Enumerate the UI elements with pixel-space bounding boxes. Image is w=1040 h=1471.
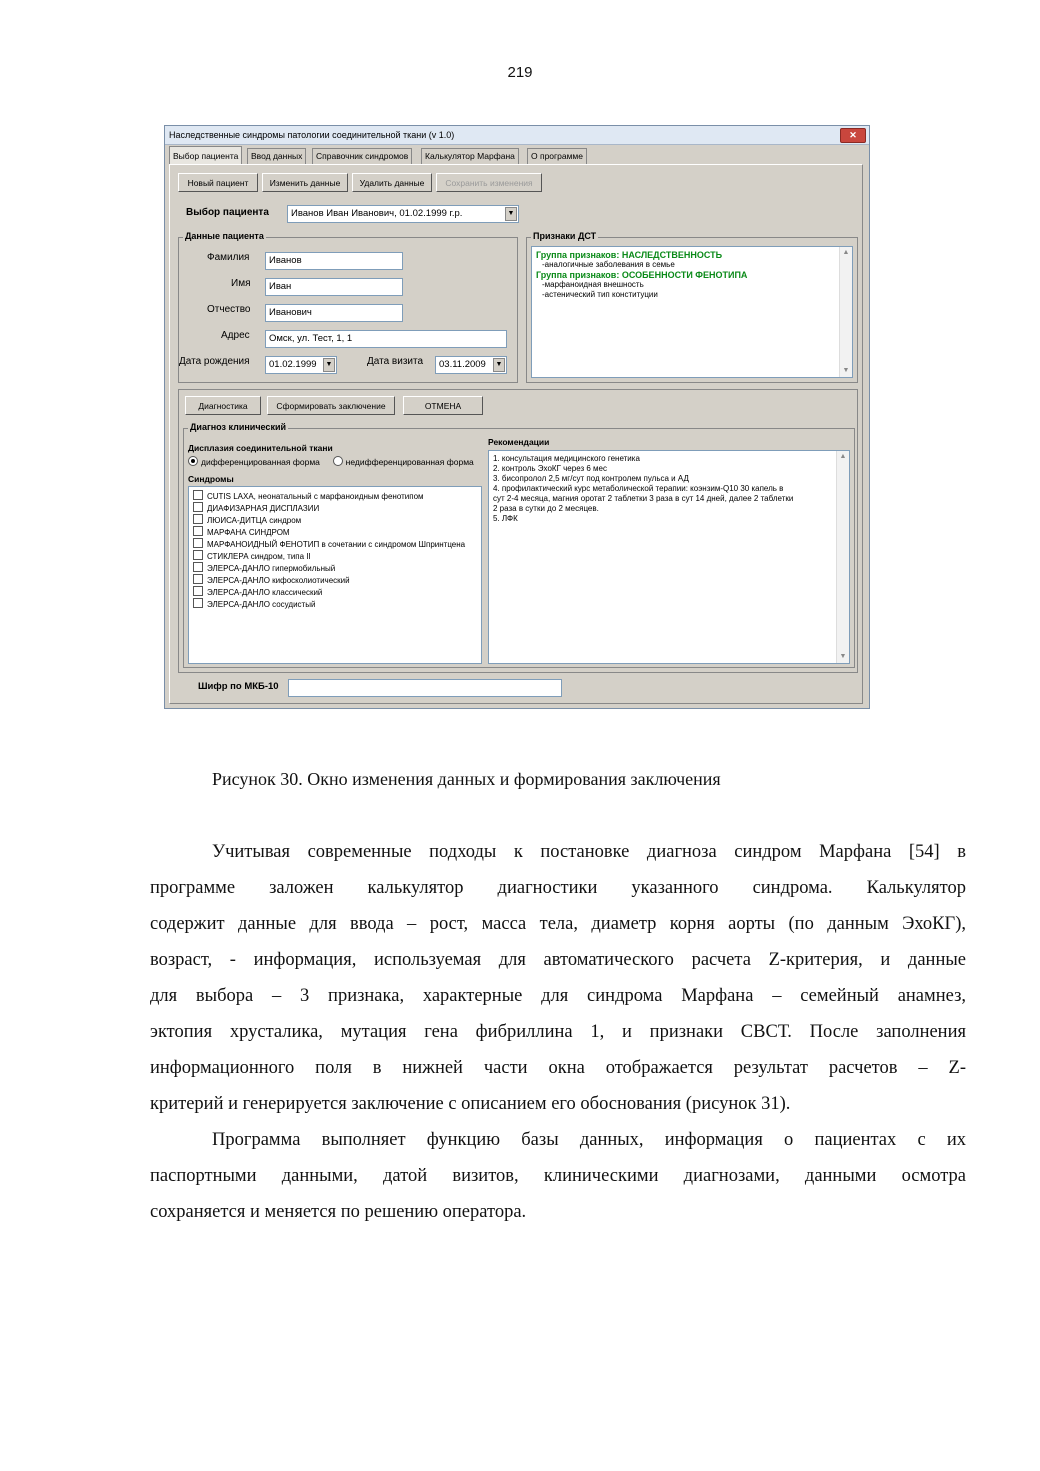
recommendation-line: 4. профилактический курс метаболической терапии: коэнзим-Q10 30 капель в bbox=[493, 484, 784, 493]
edit-data-button[interactable]: Изменить данные bbox=[262, 173, 348, 192]
app-window-screenshot bbox=[164, 125, 870, 709]
paragraph-1 bbox=[150, 834, 966, 1122]
recommendation-line: 5. ЛФК bbox=[493, 514, 518, 523]
syndrome-checkbox[interactable] bbox=[193, 562, 203, 572]
text-line: для выбора – 3 признака, характерные для синдрома Марфана – семейный анамнез, bbox=[150, 986, 966, 1006]
icd-field[interactable] bbox=[288, 679, 562, 697]
syndrome-checkbox[interactable] bbox=[193, 502, 203, 512]
text-line: эктопия хрусталика, мутация гена фибриллина 1, и признаки СВСТ. После заполнения bbox=[150, 1022, 966, 1042]
tab-patient-select[interactable]: Выбор пациента bbox=[169, 146, 242, 165]
syndrome-label: МАРФАНОИДНЫЙ ФЕНОТИП в сочетании с синдромом Шпринтцена bbox=[207, 540, 466, 549]
birth-date-picker[interactable] bbox=[265, 356, 337, 374]
syndrome-item[interactable] bbox=[189, 574, 481, 586]
make-conclusion-button[interactable]: Сформировать заключение bbox=[267, 396, 395, 415]
save-changes-button[interactable]: Сохранить изменения bbox=[436, 173, 542, 192]
visit-date-label: Дата визита bbox=[367, 356, 424, 367]
text-line: паспортными данными, датой визитов, клиническими диагнозами, данными осмотра bbox=[150, 1166, 966, 1186]
scroll-up-icon: ▲ bbox=[839, 453, 847, 460]
text-line: сохраняется и меняется по решению оператора. bbox=[150, 1202, 527, 1222]
patient-select-label: Выбор пациента bbox=[186, 207, 269, 218]
recommendation-line: сут 2-4 месяца, магния оротат 2 таблетки 3 раза в сут 14 дней, далее 2 таблетки bbox=[493, 494, 794, 503]
syndrome-checkbox[interactable] bbox=[193, 574, 203, 584]
syndrome-checkbox[interactable] bbox=[193, 538, 203, 548]
paragraph-2 bbox=[150, 1122, 966, 1230]
syndrome-item[interactable] bbox=[189, 538, 481, 550]
syndrome-label: ЭЛЕРСА-ДАНЛО гипермобильный bbox=[207, 564, 336, 573]
recommendations-scrollbar[interactable] bbox=[836, 451, 849, 663]
scroll-down-icon: ▼ bbox=[839, 653, 847, 660]
patient-data-group bbox=[178, 231, 518, 383]
name-field[interactable]: Иван bbox=[265, 278, 403, 296]
signs-line: Группа признаков: НАСЛЕДСТВЕННОСТЬ bbox=[536, 250, 723, 260]
clinical-diagnosis-title: Диагноз клинический bbox=[190, 422, 287, 432]
window-title: Наследственные синдромы патологии соединительной ткани (v 1.0) bbox=[169, 130, 455, 140]
birth-date-value: 01.02.1999 bbox=[269, 359, 317, 370]
tab-syndrome-reference[interactable]: Справочник синдромов bbox=[312, 148, 412, 164]
patient-select-value: Иванов Иван Иванович, 01.02.1999 г.р. bbox=[291, 208, 463, 219]
scroll-down-icon: ▼ bbox=[842, 367, 850, 374]
signs-scrollbar[interactable] bbox=[839, 247, 852, 377]
diagnostics-button[interactable]: Диагностика bbox=[185, 396, 261, 415]
signs-group bbox=[526, 231, 858, 383]
signs-list[interactable] bbox=[531, 246, 853, 378]
chevron-down-icon: ▼ bbox=[505, 207, 517, 221]
text-line: содержит данные для ввода – рост, масса тела, диаметр корня аорты (по данным ЭхоКГ), bbox=[150, 914, 966, 934]
page-number: 219 bbox=[507, 64, 533, 81]
clinical-diagnosis-group bbox=[183, 422, 855, 668]
radio-differentiated-label: дифференцированная форма bbox=[201, 457, 320, 467]
recommendation-line: 2. контроль ЭхоКГ через 6 мес bbox=[493, 464, 607, 473]
birth-date-label: Дата рождения bbox=[179, 356, 250, 367]
signs-line: -аналогичные заболевания в семье bbox=[542, 260, 675, 269]
syndrome-label: ДИАФИЗАРНАЯ ДИСПЛАЗИИ bbox=[207, 504, 320, 513]
syndrome-label: МАРФАНА СИНДРОМ bbox=[207, 528, 290, 537]
address-field[interactable]: Омск, ул. Тест, 1, 1 bbox=[265, 330, 507, 348]
name-label: Имя bbox=[231, 278, 251, 289]
text-line: критерий и генерируется заключение с описанием его обоснования (рисунок 31). bbox=[150, 1094, 791, 1114]
syndrome-checkbox[interactable] bbox=[193, 490, 203, 500]
icd-label: Шифр по МКБ-10 bbox=[198, 681, 279, 692]
surname-field[interactable]: Иванов bbox=[265, 252, 403, 270]
visit-date-picker[interactable] bbox=[435, 356, 507, 374]
radio-undifferentiated[interactable] bbox=[333, 456, 343, 466]
window-titlebar bbox=[165, 126, 869, 145]
syndrome-checkbox[interactable] bbox=[193, 514, 203, 524]
syndrome-label: ЭЛЕРСА-ДАНЛО сосудистый bbox=[207, 600, 316, 609]
signs-line: -марфаноидная внешность bbox=[542, 280, 644, 289]
syndrome-item[interactable] bbox=[189, 514, 481, 526]
syndrome-checkbox[interactable] bbox=[193, 598, 203, 608]
syndrome-label: ЛЮИСА-ДИТЦА синдром bbox=[207, 516, 302, 525]
text-line: Программа выполняет функцию базы данных, информация о пациентах с их bbox=[212, 1130, 966, 1150]
signs-line: -астенический тип конституции bbox=[542, 290, 658, 299]
chevron-down-icon: ▼ bbox=[323, 358, 335, 372]
scroll-up-icon: ▲ bbox=[842, 249, 850, 256]
tab-about[interactable]: О программе bbox=[527, 148, 587, 164]
syndrome-checkbox[interactable] bbox=[193, 526, 203, 536]
surname-label: Фамилия bbox=[207, 252, 250, 263]
text-line: информационного поля в нижней части окна отображается результат расчетов – Z- bbox=[150, 1058, 966, 1078]
dysplasia-label: Дисплазия соединительной ткани bbox=[188, 443, 333, 453]
figure-caption: Рисунок 30. Окно изменения данных и формирования заключения bbox=[212, 769, 721, 789]
tab-panel bbox=[169, 164, 863, 704]
syndromes-list[interactable] bbox=[188, 486, 482, 664]
visit-date-value: 03.11.2009 bbox=[439, 359, 486, 370]
chevron-down-icon: ▼ bbox=[493, 358, 505, 372]
radio-differentiated[interactable] bbox=[188, 456, 198, 466]
syndrome-label: ЭЛЕРСА-ДАНЛО кифосколиотический bbox=[207, 576, 350, 585]
radio-undifferentiated-label: недифференцированная форма bbox=[345, 457, 474, 467]
new-patient-button[interactable]: Новый пациент bbox=[178, 173, 258, 192]
syndrome-item[interactable] bbox=[189, 550, 481, 562]
close-button[interactable]: ✕ bbox=[840, 128, 866, 143]
address-label: Адрес bbox=[221, 330, 250, 341]
syndromes-label: Синдромы bbox=[188, 474, 234, 484]
signs-line: Группа признаков: ОСОБЕННОСТИ ФЕНОТИПА bbox=[536, 270, 748, 280]
text-line: возраст, - информация, используемая для автоматического расчета Z-критерия, и данные bbox=[150, 950, 966, 970]
clinical-section bbox=[178, 389, 858, 673]
recommendation-line: 3. бисопролол 2,5 мг/сут под контролем пульса и АД bbox=[493, 474, 689, 483]
syndrome-label: СТИКЛЕРА синдром, типа II bbox=[207, 552, 311, 561]
syndrome-item[interactable] bbox=[189, 586, 481, 598]
text-line: Учитывая современные подходы к постановке диагноза синдром Марфана [54] в bbox=[212, 842, 966, 862]
text-line: программе заложен калькулятор диагностики указанного синдрома. Калькулятор bbox=[150, 878, 966, 898]
syndrome-checkbox[interactable] bbox=[193, 550, 203, 560]
syndrome-item[interactable] bbox=[189, 562, 481, 574]
patronymic-label: Отчество bbox=[207, 304, 251, 315]
tab-marfan-calculator[interactable]: Калькулятор Марфана bbox=[421, 148, 519, 164]
patronymic-field[interactable]: Иванович bbox=[265, 304, 403, 322]
tab-data-entry[interactable]: Ввод данных bbox=[247, 148, 306, 164]
syndrome-label: ЭЛЕРСА-ДАНЛО классический bbox=[207, 588, 323, 597]
delete-data-button[interactable]: Удалить данные bbox=[352, 173, 432, 192]
syndrome-item[interactable] bbox=[189, 526, 481, 538]
syndrome-item[interactable] bbox=[189, 598, 481, 610]
recommendation-line: 2 раза в сутки до 2 месяцев. bbox=[493, 504, 599, 513]
syndrome-label: CUTIS LAXA, неонатальный с марфаноидным фенотипом bbox=[207, 492, 424, 501]
patient-select-dropdown[interactable] bbox=[287, 205, 519, 223]
recommendation-line: 1. консультация медицинского генетика bbox=[493, 454, 640, 463]
recommendations-text[interactable] bbox=[488, 450, 850, 664]
recommendations-label: Рекомендации bbox=[488, 437, 550, 447]
patient-data-title: Данные пациента bbox=[185, 231, 264, 241]
syndrome-checkbox[interactable] bbox=[193, 586, 203, 596]
syndrome-item[interactable] bbox=[189, 490, 481, 502]
syndrome-item[interactable] bbox=[189, 502, 481, 514]
form-radio-group bbox=[188, 456, 474, 467]
signs-title: Признаки ДСТ bbox=[533, 231, 597, 241]
cancel-button[interactable]: ОТМЕНА bbox=[403, 396, 483, 415]
